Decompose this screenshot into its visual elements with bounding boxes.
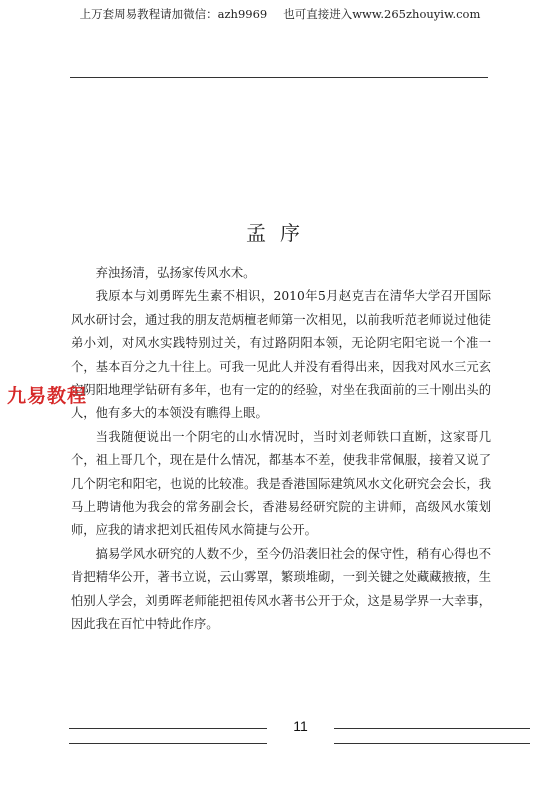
footer-rule-left-bottom [69, 743, 267, 744]
paragraph-3: 当我随便说出一个阴宅的山水情况时，当时刘老师铁口直断，这家哥几个，祖上哥几个，现在是什么情况，都基本不差，使我非常佩服，接着又说了几个阴宅和阳宅，也说的比较准。我是香港国际建筑风水文化研究会会长，我马上聘请他为我会的常务副会长，香港易经研究院的主讲师，高级风水策划师，应我的请求把刘氏祖传风水简捷与公开。 [71, 429, 491, 538]
banner-website-text: 也可直接进入www.265zhouyiw.com [283, 7, 481, 21]
footer-rule-right-bottom [334, 743, 530, 744]
watermark-logo: 九易教程 [7, 385, 88, 407]
page-number: 11 [293, 718, 308, 734]
paragraph-2: 我原本与刘勇晖先生素不相识，2010年5月赵克吉在清华大学召开国际风水研讨会，通过我的朋友范炳檀老师第一次相见，以前我听范老师说过他徒弟小刘，对风水实践特别过关，有过路阴阳本领，无论阴宅阳宅说一个准一个，基本百分之九十往上。可我一见此人并没有看得出来，因我对风水三元玄空阴阳地理学钻研有多年，也有一定的的经验，对坐在我面前的三十刚出头的人，他有多大的本领没有瞧得上眼。 [71, 289, 491, 421]
header-banner [0, 6, 560, 22]
preface-body [71, 262, 491, 637]
banner-wechat-text: 上万套周易教程请加微信：azh9969 [79, 7, 268, 21]
header-rule [70, 77, 488, 78]
page-title: 孟序 [246, 221, 314, 245]
paragraph-1: 弃浊扬清，弘扬家传风水术。 [95, 266, 256, 280]
paragraph-4: 搞易学风水研究的人数不少，至今仍沿袭旧社会的保守性，稍有心得也不肯把精华公开，著书立说，云山雾罩，繁琐堆砌，一到关键之处藏藏掖掖，生怕别人学会，刘勇晖老师能把祖传风水著书公开于众，这是易学界一大幸事，因此我在百忙中特此作序。 [71, 546, 491, 632]
footer-rule-left-top [69, 728, 267, 729]
footer-rule-right-top [334, 728, 530, 729]
